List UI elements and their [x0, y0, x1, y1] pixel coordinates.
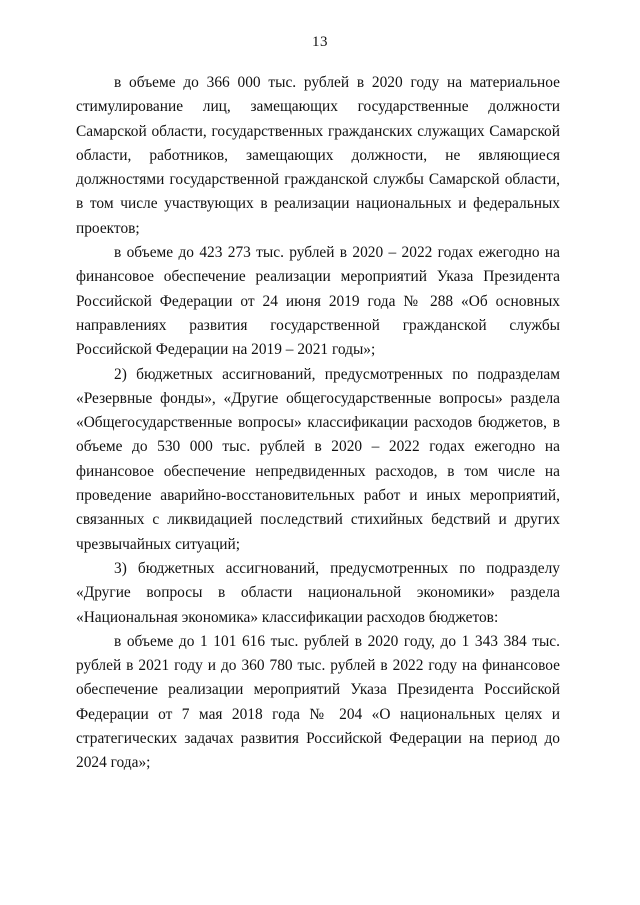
paragraph-civil-service-decree: в объеме до 423 273 тыс. рублей в 2020 – 2022 годах ежегодно на финансовое обеспечение реализации мероприятий Указа Президента Российской Федерации от 24 июня 2019 года № 288 «Об основных направлениях развития государственной гражданской службы Российской Федерации на 2019 – 2021 годы»; [76, 244, 560, 359]
paragraph-national-goals-decree: в объеме до 1 101 616 тыс. рублей в 2020 году, до 1 343 384 тыс. рублей в 2021 году и до 360 780 тыс. рублей в 2022 году на финансовое обеспечение реализации мероприятий Указа Президента Российской Федерации от 7 мая 2018 года № 204 «О национальных целях и стратегических задачах развития Российской Федерации на период до 2024 года»; [76, 632, 560, 772]
page-number: 13 [312, 34, 328, 50]
paragraph-reserve-funds: 2) бюджетных ассигнований, предусмотренных по подразделам «Резервные фонды», «Другие общегосударственные вопросы» раздела «Общегосударственные вопросы» классификации расходов бюджетов, в объеме до 530 000 тыс. рублей в 2020 – 2022 годах ежегодно на финансовое обеспечение непредвиденных расходов, в том числе на проведение аварийно-восстановительных работ и иных мероприятий, связанных с ликвидацией последствий стихийных бедствий и других чрезвычайных ситуаций; [76, 365, 560, 553]
paragraph-material-incentive: в объеме до 366 000 тыс. рублей в 2020 году на материальное стимулирование лиц, замещающих государственные должности Самарской области, государственных гражданских служащих Самарской области, работников, замещающих должности, не являющиеся должностями государственной гражданской службы Самарской области, в том числе участвующих в реализации национальных и федеральных проектов; [76, 74, 560, 237]
paragraph-national-economy: 3) бюджетных ассигнований, предусмотренных по подразделу «Другие вопросы в области национальной экономики» раздела «Национальная экономика» классификации расходов бюджетов: [76, 559, 560, 626]
document-body [76, 71, 560, 776]
